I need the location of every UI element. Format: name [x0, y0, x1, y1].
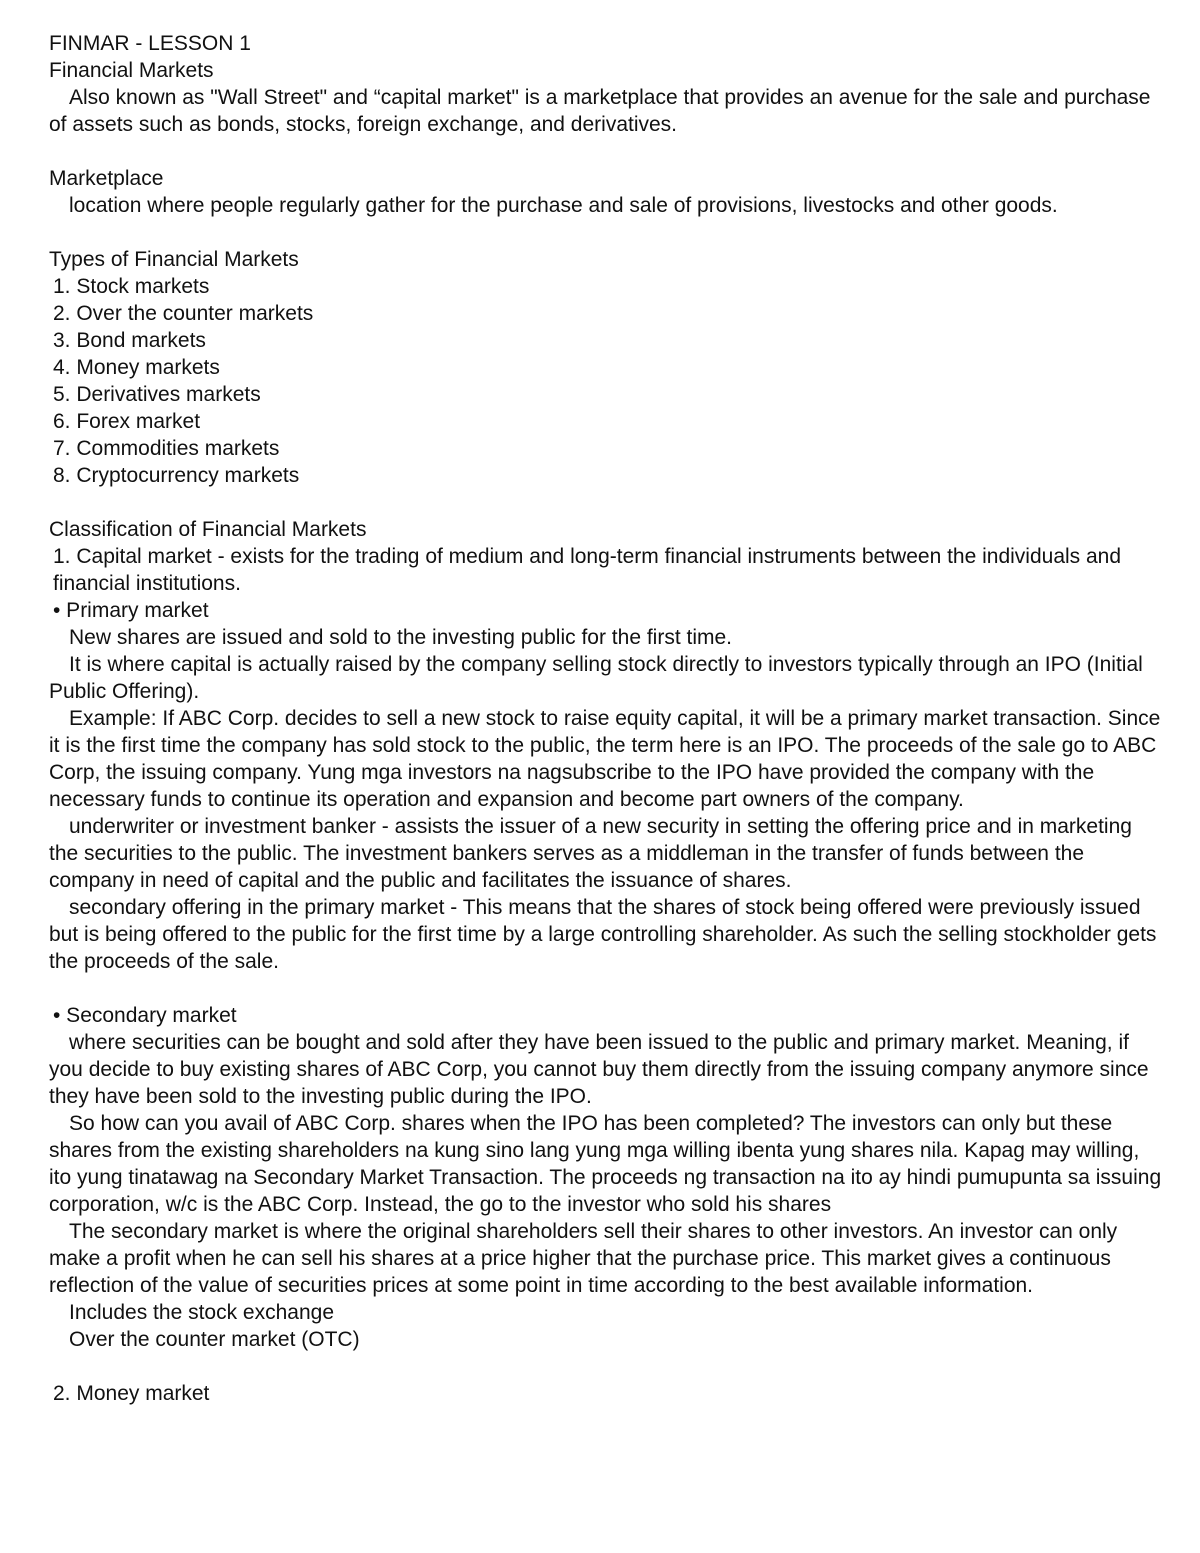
heading-types-of-financial-markets: Types of Financial Markets: [49, 248, 299, 271]
document-page: [49, 30, 1164, 1407]
money-market-item: 2. Money market: [53, 1382, 210, 1405]
heading-financial-markets: Financial Markets: [49, 59, 214, 82]
primary-market-paragraph: Example: If ABC Corp. decides to sell a new stock to raise equity capital, it will be a primary market transaction. Since it is the first time the company has sold stock to the public, the term here is an IPO. The proceeds of the sale go to ABC Corp, the issuing company. Yung mga investors na nagsubscribe to the IPO have provided the company with the necessary funds to continue its operation and expansion and become part owners of the company.: [49, 707, 1161, 811]
list-item: 2. Over the counter markets: [53, 302, 314, 325]
spacer: [49, 1353, 1164, 1380]
marketplace-definition: location where people regularly gather for the purchase and sale of provisions, livestocks and other goods.: [69, 194, 1058, 217]
document-title: FINMAR - LESSON 1: [49, 32, 251, 55]
secondary-market-paragraph: So how can you avail of ABC Corp. shares when the IPO has been completed? The investors can only but these shares from the existing shareholders na kung sino lang yung mga willing ibenta yung shares nila. Kapag may willing, ito yung tinatawag na Secondary Market Transaction. The proceeds ng transaction na ito ay hindi pumupunta sa issuing corporation, w/c is the ABC Corp. Instead, the go to the investor who sold his shares: [49, 1112, 1162, 1216]
heading-marketplace: Marketplace: [49, 167, 164, 190]
spacer: [49, 138, 1164, 165]
list-item: 5. Derivatives markets: [53, 383, 261, 406]
primary-market-heading: • Primary market: [53, 599, 209, 622]
primary-market-paragraph: It is where capital is actually raised by the company selling stock directly to investors typically through an IPO (Initial Public Offering).: [49, 653, 1143, 703]
list-item: 7. Commodities markets: [53, 437, 280, 460]
list-item: 1. Stock markets: [53, 275, 210, 298]
spacer: [49, 489, 1164, 516]
financial-markets-definition: Also known as "Wall Street" and “capital market" is a marketplace that provides an avenue for the sale and purchase of assets such as bonds, stocks, foreign exchange, and derivatives.: [49, 86, 1151, 136]
primary-market-paragraph: New shares are issued and sold to the investing public for the first time.: [69, 626, 732, 649]
list-item: 6. Forex market: [53, 410, 201, 433]
list-item: 4. Money markets: [53, 356, 220, 379]
secondary-market-heading: • Secondary market: [53, 1004, 237, 1027]
secondary-market-paragraph: where securities can be bought and sold after they have been issued to the public and primary market. Meaning, if you decide to buy existing shares of ABC Corp, you cannot buy them directly from the issuing company anymore since they have been sold to the investing public during the IPO.: [49, 1031, 1149, 1108]
spacer: [49, 219, 1164, 246]
secondary-market-paragraph: The secondary market is where the original shareholders sell their shares to other investors. An investor can only make a profit when he can sell his shares at a price higher that the purchase price. This market gives a continuous reflection of the value of securities prices at some point in time according to the best available information.: [49, 1220, 1118, 1297]
secondary-market-paragraph: Over the counter market (OTC): [69, 1328, 360, 1351]
secondary-market-paragraph: Includes the stock exchange: [69, 1301, 335, 1324]
capital-market-item: 1. Capital market - exists for the trading of medium and long-term financial instruments between the individuals and financial institutions.: [53, 545, 1122, 595]
heading-classification: Classification of Financial Markets: [49, 518, 367, 541]
spacer: [49, 975, 1164, 1002]
list-item: 3. Bond markets: [53, 329, 206, 352]
primary-market-paragraph: secondary offering in the primary market - This means that the shares of stock being offered were previously issued but is being offered to the public for the first time by a large controlling shareholder. As such the selling stockholder gets the proceeds of the sale.: [49, 896, 1157, 973]
list-item: 8. Cryptocurrency markets: [53, 464, 300, 487]
primary-market-paragraph: underwriter or investment banker - assists the issuer of a new security in setting the offering price and in marketing the securities to the public. The investment bankers serves as a middleman in the transfer of funds between the company in need of capital and the public and facilitates the issuance of shares.: [49, 815, 1132, 892]
